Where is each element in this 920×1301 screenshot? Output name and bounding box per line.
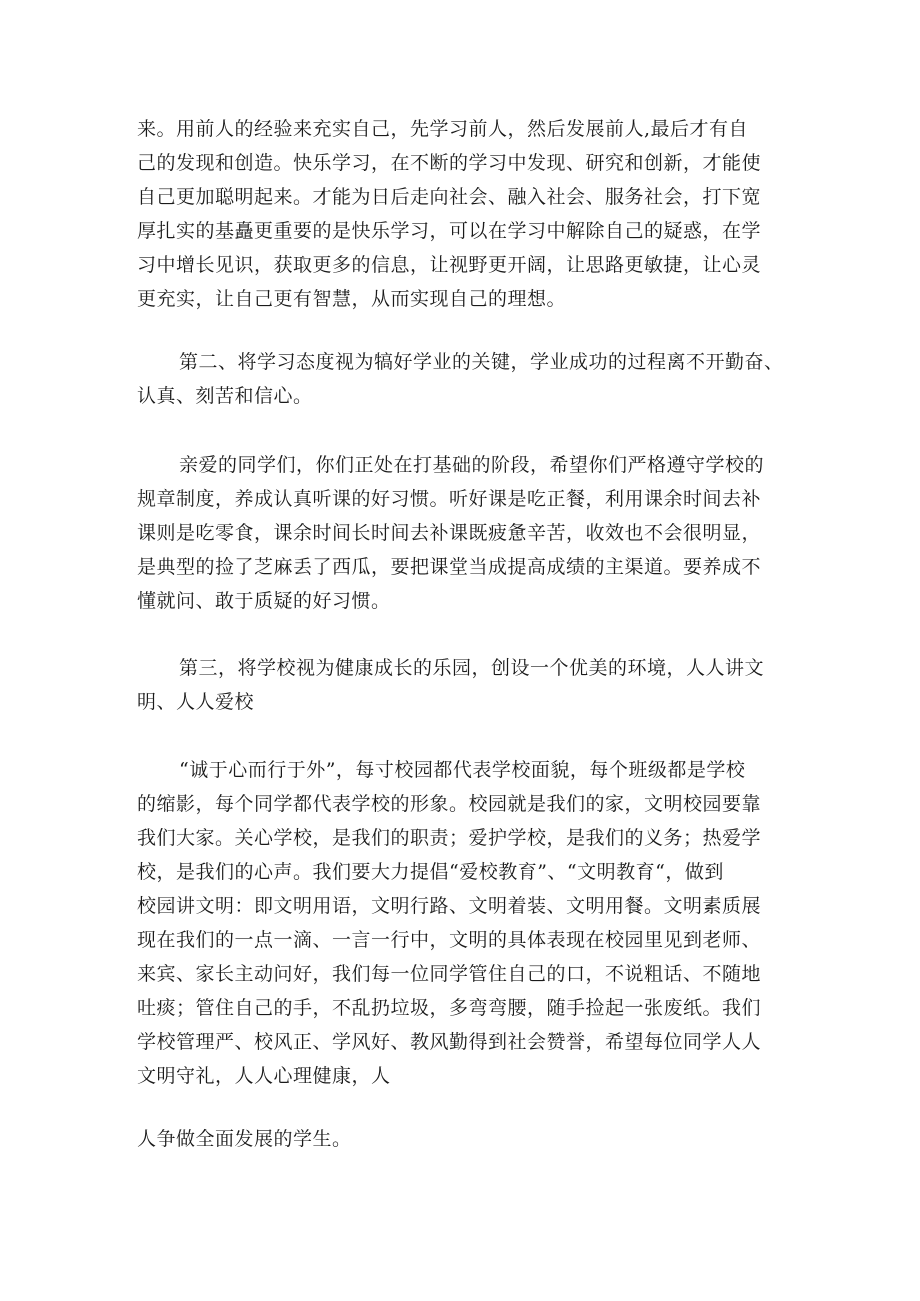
text-line: “诚于心而行于外”，每寸校园都代表学校面貌，每个班级都是学校	[179, 759, 746, 781]
paragraph-second-point-heading	[137, 345, 797, 413]
paragraph-third-point-heading	[137, 651, 797, 719]
paragraph-learning-from-predecessors	[137, 112, 797, 316]
paragraph-address-to-students	[137, 448, 797, 618]
text-line: 己的发现和创造。快乐学习，在不断的学习中发现、研究和创新，才能使	[137, 152, 762, 174]
text-line: 文明守礼，人人心理健康，人	[137, 1065, 391, 1087]
text-line: 自己更加聪明起来。才能为日后走向社会、融入社会、服务社会，打下宽	[137, 186, 762, 208]
text-line: 更充实，让自己更有智慧，从而实现自己的理想。	[137, 288, 567, 310]
text-line: 第二、将学习态度视为犒好学业的关键，学业成功的过程离不开勤奋、	[179, 351, 784, 373]
paragraph-closing-line	[137, 1122, 797, 1156]
text-line: 来宾、家长主动问好，我们每一位同学管住自己的口，不说粗话、不随地	[137, 963, 762, 985]
text-line: 习中增长见识，获取更多的信息，让视野更开阔，让思路更敏捷，让心灵	[137, 254, 762, 276]
text-line: 课则是吃零食，课余时间长时间去补课既疲惫辛苦，收效也不会很明显，	[137, 522, 762, 544]
text-line: 校，是我们的心声。我们要大力提倡“爱校教育”、“文明教育“，做到	[137, 861, 724, 883]
text-line: 人争做全面发展的学生。	[137, 1128, 352, 1150]
text-line: 认真、刻苦和信心。	[137, 385, 313, 407]
text-line: 的缩影，每个同学都代表学校的形象。校园就是我们的家，文明校园要靠	[137, 793, 762, 815]
text-line: 第三，将学校视为健康成长的乐园，创设一个优美的环境，人人讲文	[179, 657, 765, 679]
text-line: 学校管理严、校风正、学风好、教风勤得到社会赞誉，希望每位同学人人	[137, 1031, 762, 1053]
text-line: 我们大家。关心学校，是我们的职责；爱护学校，是我们的义务；热爱学	[137, 827, 762, 849]
text-line: 来。用前人的经验来充实自己，先学习前人，然后发展前人,最后才有自	[137, 118, 749, 140]
text-line: 厚扎实的基矗更重要的是快乐学习，可以在学习中解除自己的疑惑，在学	[137, 220, 762, 242]
text-line: 是典型的捡了芝麻丢了西瓜，要把课堂当成提高成绩的主渠道。要养成不	[137, 556, 762, 578]
paragraph-civilized-campus	[137, 753, 797, 1093]
text-line: 懂就问、敢于质疑的好习惯。	[137, 590, 391, 612]
text-line: 吐痰；管住自己的手，不乱扔垃圾，多弯弯腰，随手捡起一张废纸。我们	[137, 997, 762, 1019]
text-line: 现在我们的一点一滴、一言一行中，文明的具体表现在校园里见到老师、	[137, 929, 762, 951]
text-line: 亲爱的同学们，你们正处在打基础的阶段，希望你们严格遵守学校的	[179, 454, 765, 476]
text-line: 规章制度，养成认真听课的好习惯。听好课是吃正餐，利用课余时间去补	[137, 488, 762, 510]
text-line: 校园讲文明：即文明用语，文明行路、文明着装、文明用餐。文明素质展	[137, 895, 762, 917]
text-line: 明、人人爱校	[137, 691, 255, 713]
